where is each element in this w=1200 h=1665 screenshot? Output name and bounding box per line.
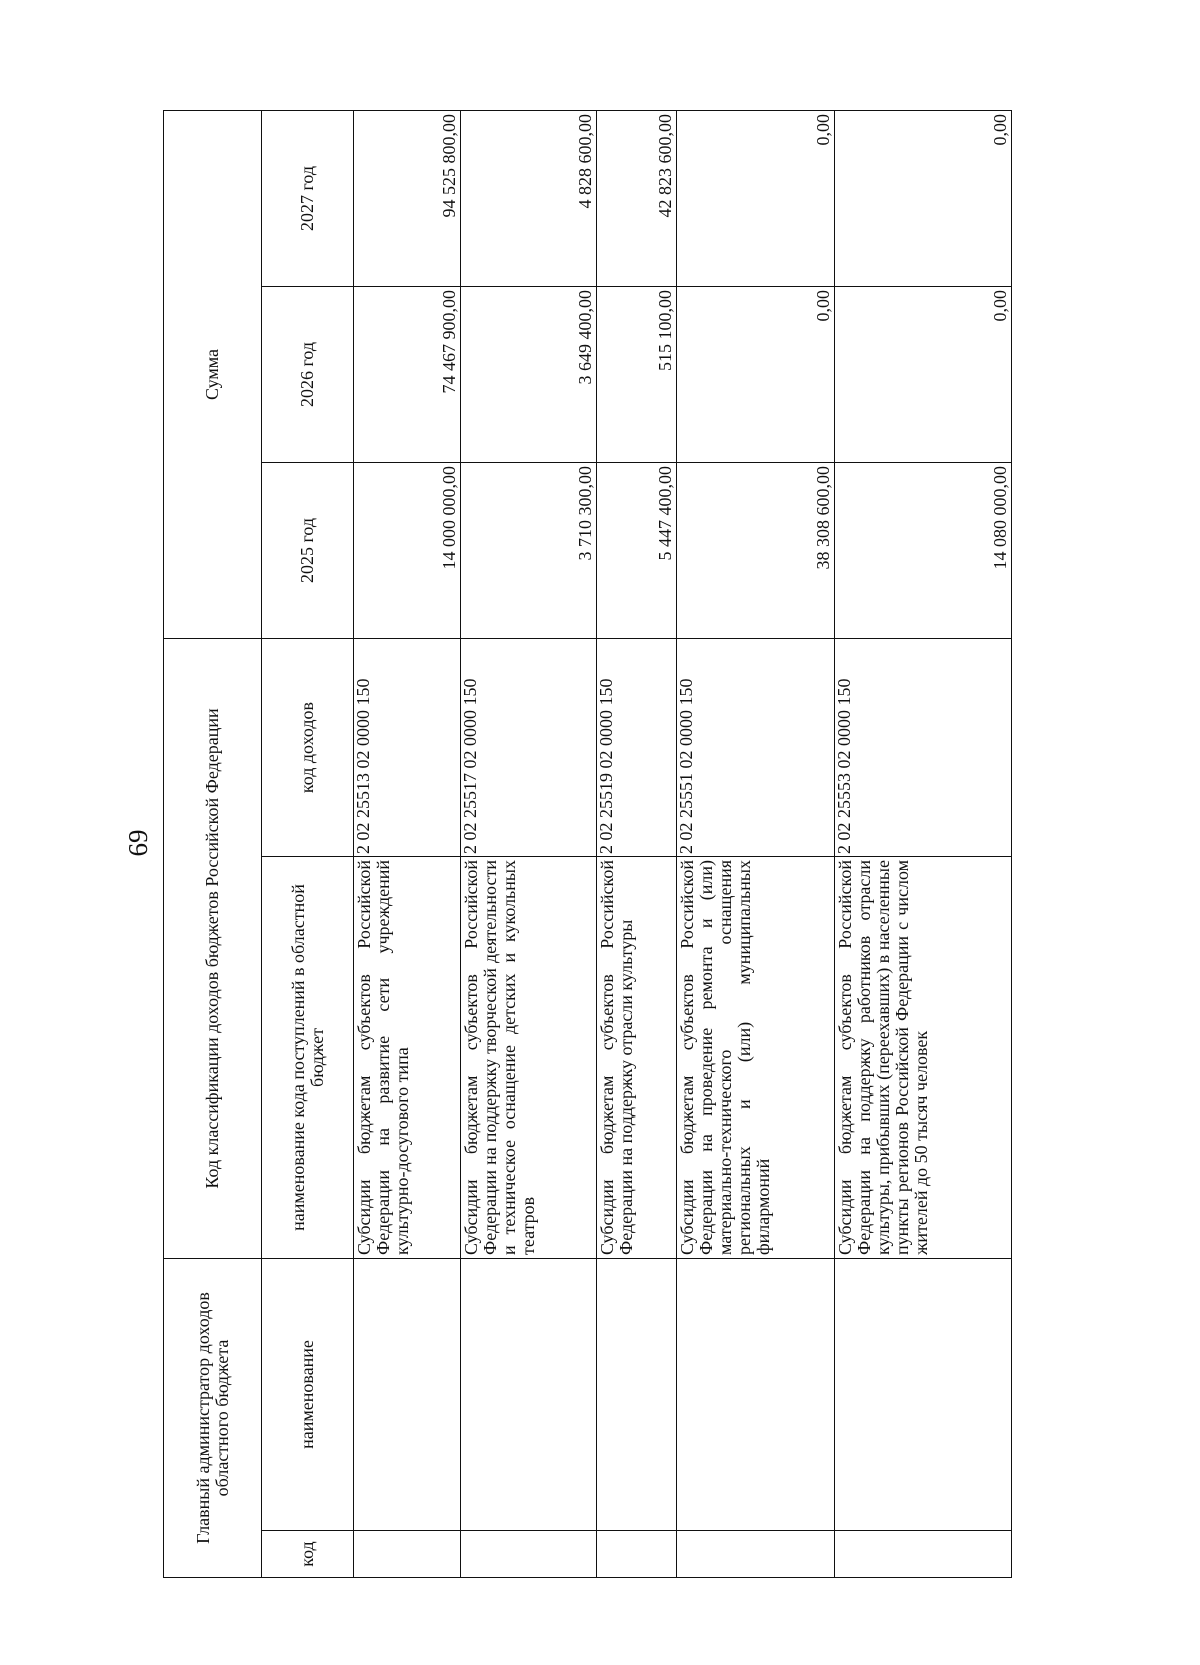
cell-2026: 515 100,00 bbox=[597, 287, 677, 463]
cell-code bbox=[597, 1531, 677, 1578]
header-code: код bbox=[262, 1531, 354, 1578]
table-row bbox=[461, 110, 597, 1577]
header-year-2027: 2027 год bbox=[262, 110, 354, 286]
cell-2027: 42 823 600,00 bbox=[597, 110, 677, 286]
cell-2025: 14 000 000,00 bbox=[354, 463, 461, 639]
cell-2027: 0,00 bbox=[677, 110, 835, 286]
cell-income-code: 2 02 25513 02 0000 150 bbox=[354, 639, 461, 857]
rotated-table-frame bbox=[163, 111, 1011, 1578]
cell-code bbox=[461, 1531, 597, 1578]
header-year-2025: 2025 год bbox=[262, 463, 354, 639]
cell-income-code: 2 02 25519 02 0000 150 bbox=[597, 639, 677, 857]
cell-name bbox=[677, 1259, 835, 1531]
cell-2025: 3 710 300,00 bbox=[461, 463, 597, 639]
table-row bbox=[835, 110, 1012, 1577]
cell-2026: 0,00 bbox=[835, 287, 1012, 463]
cell-name bbox=[354, 1259, 461, 1531]
cell-name bbox=[835, 1259, 1012, 1531]
header-classification-group: Код классификации доходов бюджетов Российской Федерации bbox=[164, 639, 262, 1259]
cell-2026: 0,00 bbox=[677, 287, 835, 463]
cell-name bbox=[461, 1259, 597, 1531]
cell-code bbox=[677, 1531, 835, 1578]
cell-income-code: 2 02 25553 02 0000 150 bbox=[835, 639, 1012, 857]
cell-income-code: 2 02 25551 02 0000 150 bbox=[677, 639, 835, 857]
header-income-name: наименование кода поступлений в областной бюджет bbox=[262, 857, 354, 1259]
revenue-classification-table bbox=[163, 110, 1012, 1578]
table-row bbox=[677, 110, 835, 1577]
cell-2025: 38 308 600,00 bbox=[677, 463, 835, 639]
cell-2027: 4 828 600,00 bbox=[461, 110, 597, 286]
cell-description: Субсидии бюджетам субъектов Российской Федерации на поддержку творческой деятельности и техническое оснащение детских и кукольных театров bbox=[461, 857, 597, 1259]
cell-2026: 3 649 400,00 bbox=[461, 287, 597, 463]
rotated-table-inner bbox=[163, 111, 1011, 1578]
header-name: наименование bbox=[262, 1259, 354, 1531]
header-income-code: код доходов bbox=[262, 639, 354, 857]
header-year-2026: 2026 год bbox=[262, 287, 354, 463]
cell-2027: 0,00 bbox=[835, 110, 1012, 286]
table-row bbox=[354, 110, 461, 1577]
table-row bbox=[597, 110, 677, 1577]
cell-name bbox=[597, 1259, 677, 1531]
cell-2027: 94 525 800,00 bbox=[354, 110, 461, 286]
cell-income-code: 2 02 25517 02 0000 150 bbox=[461, 639, 597, 857]
cell-2026: 74 467 900,00 bbox=[354, 287, 461, 463]
cell-description: Субсидии бюджетам субъектов Российской Федерации на проведение ремонта и (или) материально-технического оснащения региональных и (или) муниципальных филармоний bbox=[677, 857, 835, 1259]
cell-description: Субсидии бюджетам субъектов Российской Федерации на развитие сети учреждений культурно-досугового типа bbox=[354, 857, 461, 1259]
header-sum-group: Сумма bbox=[164, 110, 262, 638]
cell-description: Субсидии бюджетам субъектов Российской Федерации на поддержку отрасли культуры bbox=[597, 857, 677, 1259]
cell-code bbox=[835, 1531, 1012, 1578]
header-admin-group: Главный администратор доходов областного бюджета bbox=[164, 1259, 262, 1578]
cell-2025: 5 447 400,00 bbox=[597, 463, 677, 639]
cell-2025: 14 080 000,00 bbox=[835, 463, 1012, 639]
cell-description: Субсидии бюджетам субъектов Российской Федерации на поддержку работников отрасли культуры, прибывших (переехавших) в населенные пункты регионов Российской Федерации с числом жителей до 50 тысяч человек bbox=[835, 857, 1012, 1259]
cell-code bbox=[354, 1531, 461, 1578]
page-number: 69 bbox=[122, 829, 153, 857]
